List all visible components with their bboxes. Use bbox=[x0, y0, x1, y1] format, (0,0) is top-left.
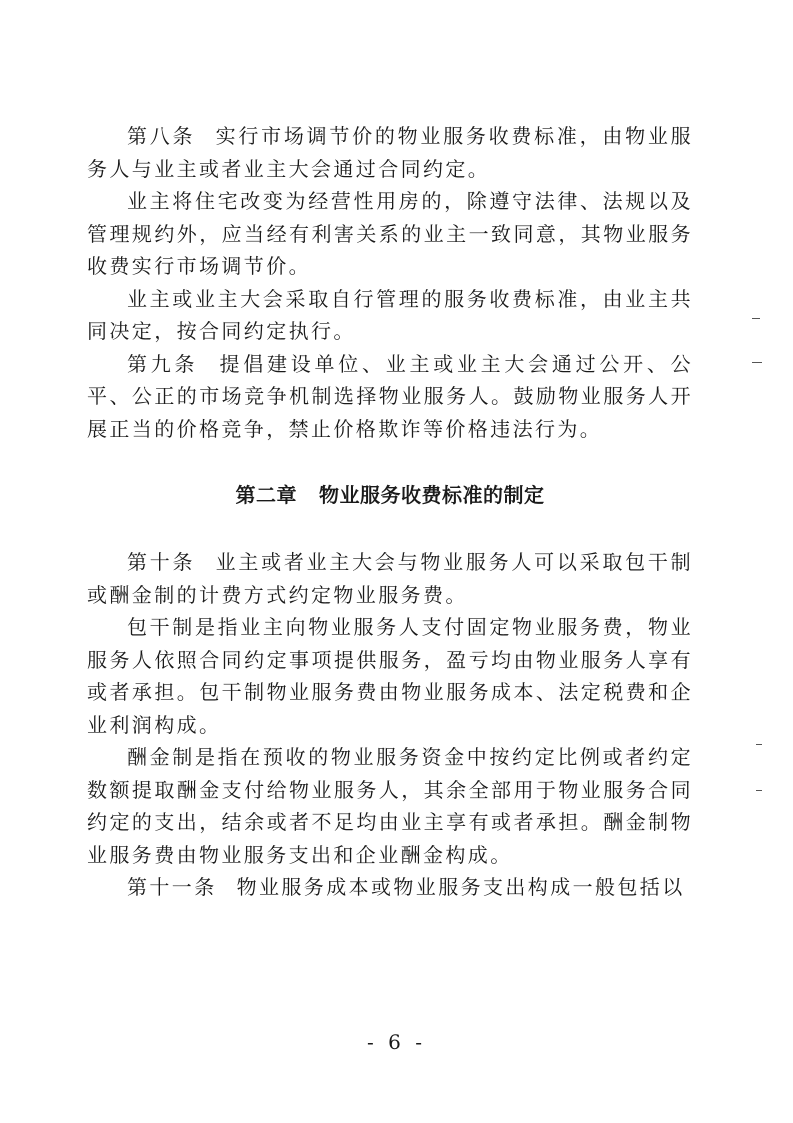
paragraph-self-management bbox=[87, 283, 693, 348]
chapter-title: 物业服务收费标准的制定 bbox=[319, 483, 545, 507]
scan-speck bbox=[756, 790, 762, 791]
paragraph-text: 物业服务成本或物业服务支出构成一般包括以 bbox=[236, 875, 685, 899]
paragraph-text: 业主或者业主大会与物业服务人可以采取包干制或酬金制的计费方式约定物业服务费。 bbox=[87, 550, 693, 607]
paragraph-text: 实行市场调节价的物业服务收费标准，由物业服务人与业主或者业主大会通过合同约定。 bbox=[87, 124, 693, 181]
paragraph-article-11 bbox=[87, 871, 693, 904]
chapter-heading bbox=[87, 479, 693, 511]
document-body bbox=[87, 120, 693, 904]
scan-speck bbox=[756, 744, 762, 745]
paragraph-text: 业主将住宅改变为经营性用房的，除遵守法律、法规以及管理规约外，应当经有利害关系的业主一致同意，其物业服务收费实行市场调节价。 bbox=[87, 189, 693, 278]
paragraph-text: 包干制是指业主向物业服务人支付固定物业服务费，物业服务人依照合同约定事项提供服务，盈亏均由物业服务人享有或者承担。包干制物业服务费由物业服务成本、法定税费和企业利润构成。 bbox=[87, 615, 693, 737]
scan-speck bbox=[752, 318, 760, 319]
paragraph-residential-conversion bbox=[87, 185, 693, 283]
paragraph-commission-system bbox=[87, 741, 693, 871]
paragraph-text: 提倡建设单位、业主或业主大会通过公开、公平、公正的市场竞争机制选择物业服务人。鼓励物业服务人开展正当的价格竞争，禁止价格欺诈等价格违法行为。 bbox=[87, 351, 693, 441]
paragraph-article-10 bbox=[87, 546, 693, 611]
article-label: 第九条 bbox=[127, 351, 199, 376]
paragraph-article-8 bbox=[87, 120, 693, 185]
chapter-number: 第二章 bbox=[235, 483, 297, 507]
paragraph-text: 酬金制是指在预收的物业服务资金中按约定比例或者约定数额提取酬金支付给物业服务人，其余全部用于物业服务合同约定的支出，结余或者不足均由业主享有或者承担。酬金制物业服务费由物业服务支出和企业酬金构成。 bbox=[87, 745, 693, 867]
article-label: 第十条 bbox=[127, 550, 196, 574]
article-label: 第十一条 bbox=[127, 875, 217, 899]
article-label: 第八条 bbox=[127, 124, 196, 148]
paragraph-text: 业主或业主大会采取自行管理的服务收费标准，由业主共同决定，按合同约定执行。 bbox=[87, 286, 693, 343]
page-number: - 6 - bbox=[367, 1030, 426, 1054]
paragraph-lump-sum-system bbox=[87, 611, 693, 741]
paragraph-article-9 bbox=[87, 348, 693, 446]
scan-speck bbox=[752, 362, 762, 363]
